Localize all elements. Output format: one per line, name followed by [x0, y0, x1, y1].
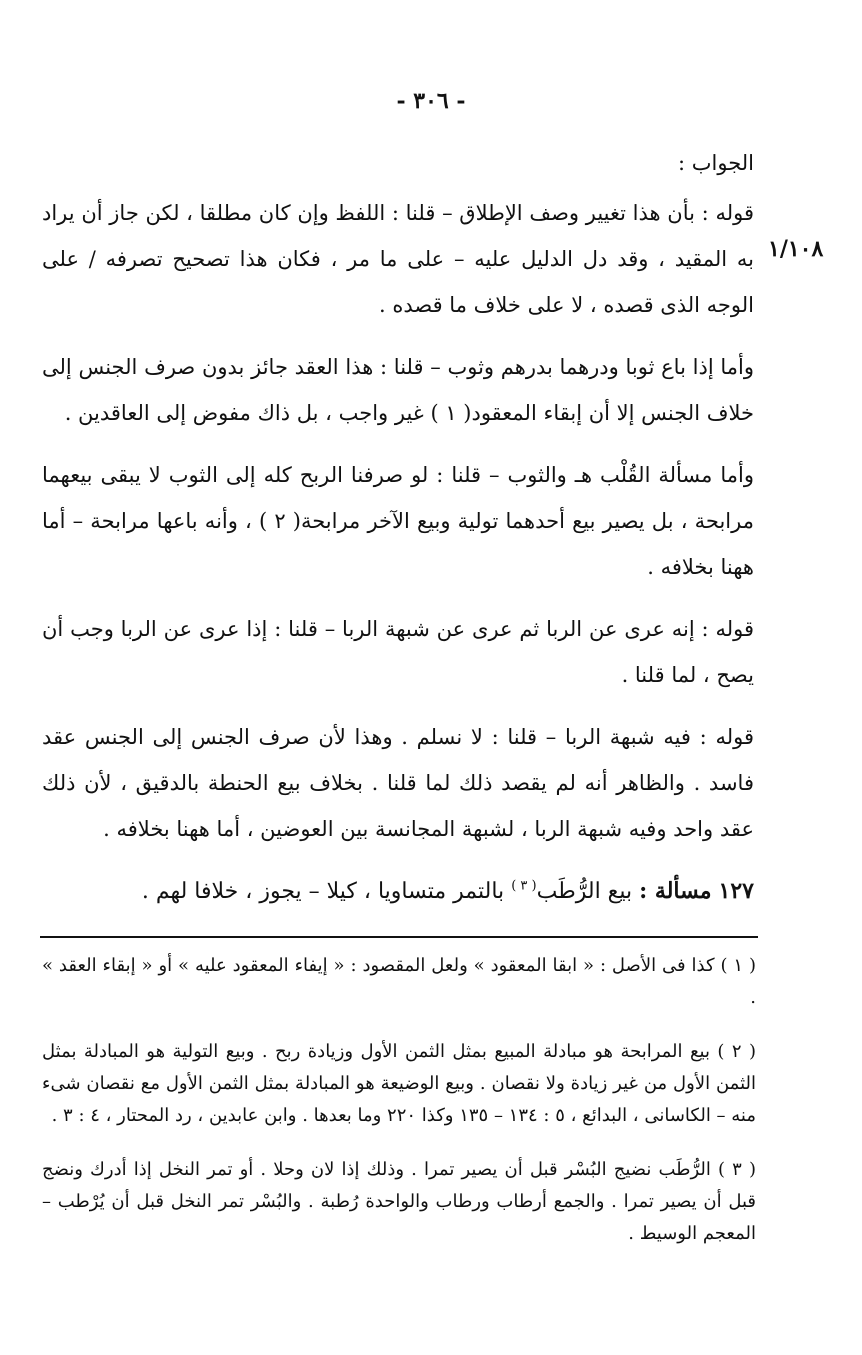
paragraph-3: وأما مسألة القُلْب هـ والثوب – قلنا : لو صرفنا الربح كله إلى الثوب لا يبقى بيعهما مرابحة ، بل يصير بيع أحدهما تولية وبيع الآخر مرابحة( ٢ ) ، وأنه باعها مرابحة – أما ههنا بخلافه . — [42, 463, 754, 579]
footnotes — [42, 950, 756, 1272]
footnote-3: ( ٣ ) الرُّطَب نضيج البُسْر قبل أن يصير تمرا . وذلك إذا لان وحلا . أو تمر النخل إذا أدرك ونضج قبل أن يصير تمرا . والجمع أرطاب ورطاب والواحدة رُطبة . والبُسْر تمر النخل قبل أن يُرْطب – المعجم الوسيط . — [42, 1159, 756, 1244]
paragraph-5: قوله : فيه شبهة الربا – قلنا : لا نسلم . وهذا لأن صرف الجنس إلى الجنس عقد فاسد . والظاهر أنه لم يقصد ذلك لما قلنا . بخلاف بيع الحنطة بالدقيق ، لأن ذلك عقد واحد وفيه شبهة الربا ، لشبهة المجانسة بين العوضين ، أما ههنا بخلافه . — [42, 725, 754, 841]
answer-heading: الجواب : — [678, 151, 754, 175]
paragraph-4: قوله : إنه عرى عن الربا ثم عرى عن شبهة الربا – قلنا : إذا عرى عن الربا وجب أن يصح ، لما قلنا . — [42, 617, 754, 687]
footnote-2: ( ٢ ) بيع المرابحة هو مبادلة المبيع بمثل الثمن الأول وزيادة ربح . وبيع التولية هو المبادلة بمثل الثمن الأول من غير زيادة ولا نقصان . وبيع الوضيعة هو المبادلة بمثل الثمن الأول مع نقصان شىء منه – الكاسانى ، البدائع ، ٥ : ١٣٤ – ١٣٥ وكذا ٢٢٠ وما بعدها . وابن عابدين ، رد المحتار ، ٤ : ٣ . — [42, 1041, 756, 1126]
masala-text-before: بيع الرُّطَب — [536, 879, 633, 904]
page-number: - ٣٠٦ - — [396, 88, 466, 114]
paragraph-1: قوله : بأن هذا تغيير وصف الإطلاق – قلنا : اللفظ وإن كان مطلقا ، لكن جاز أن يراد به المقيد ، وقد دل الدليل عليه – على ما مر ، فكان هذا تصحيح تصرفه / على الوجه الذى قصده ، لا على خلاف ما قصده . — [42, 201, 754, 317]
masala-127 — [42, 868, 754, 915]
footnote-divider — [40, 936, 758, 938]
masala-number: ١٢٧ — [718, 878, 754, 904]
masala-label: مسألة : — [639, 878, 712, 904]
masala-footnote-ref: ( ٣ ) — [511, 878, 537, 894]
main-text — [42, 140, 754, 931]
masala-text-after: بالتمر متساويا ، كيلا – يجوز ، خلافا لهم . — [141, 879, 505, 904]
footnote-1: ( ١ ) كذا فى الأصل : « ابقا المعقود » ولعل المقصود : « إيفاء المعقود عليه » أو « إبقاء العقد » . — [42, 955, 756, 1008]
margin-folio-note: ١/١٠٨ — [768, 236, 824, 262]
paragraph-2: وأما إذا باع ثوبا ودرهما بدرهم وثوب – قلنا : هذا العقد جائز بدون صرف الجنس إلى خلاف الجنس إلا أن إبقاء المعقود( ١ ) غير واجب ، بل ذاك مفوض إلى العاقدين . — [42, 355, 754, 425]
